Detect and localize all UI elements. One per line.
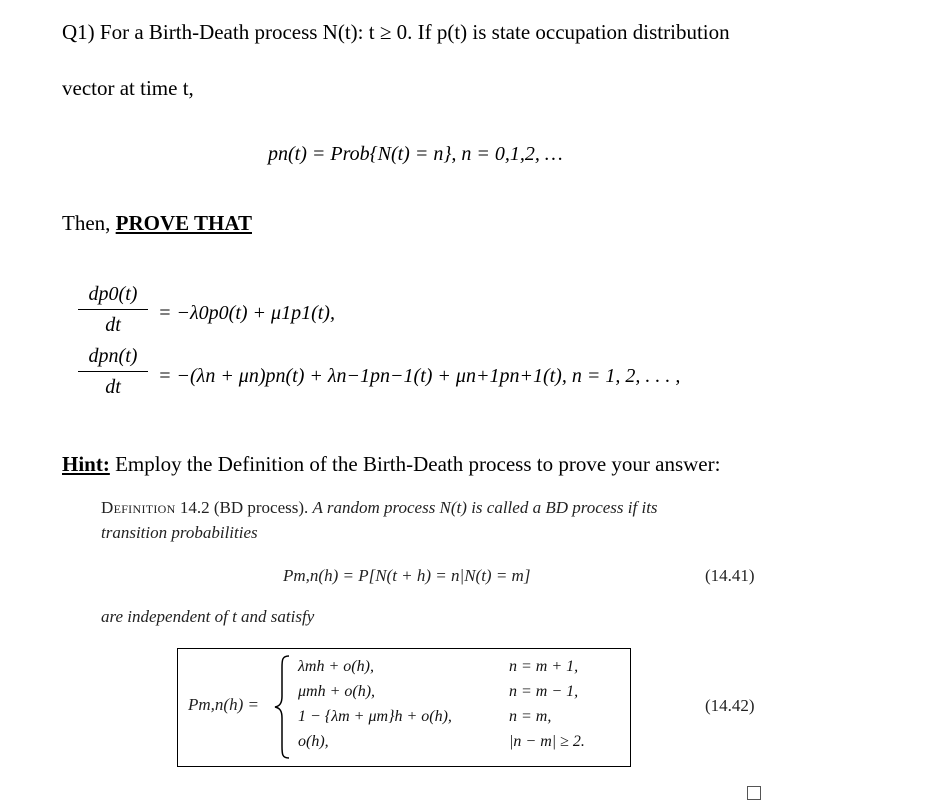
- hint-label: Hint:: [62, 452, 110, 476]
- definition-line-1: [101, 498, 658, 518]
- question-line-1: Q1) For a Birth-Death process N(t): t ≥ 0. If p(t) is state occupation distribution: [62, 20, 730, 44]
- eq1-right-hand-side: = −λ0p0(t) + μ1p1(t),: [158, 302, 335, 324]
- case-4-expression: o(h),: [298, 733, 329, 750]
- case-3-expression: 1 − {λm + μm}h + o(h),: [298, 708, 452, 725]
- definition-line-3: are independent of t and satisfy: [101, 607, 315, 626]
- transition-probability-equation: Pm,n(h) = P[N(t + h) = n|N(t) = m]: [283, 566, 531, 585]
- eq2-derivative-fraction: [78, 345, 148, 399]
- eq2-fraction-bar: [78, 371, 148, 372]
- case-1-expression: λmh + o(h),: [298, 658, 374, 675]
- eq2-right-hand-side: = −(λn + μn)pn(t) + λn−1pn−1(t) + μn+1pn+1(t), n = 1, 2, . . . ,: [158, 365, 681, 387]
- case-3-condition: n = m,: [509, 708, 552, 725]
- state-probability-equation: pn(t) = Prob{N(t) = n}, n = 0,1,2, …: [268, 143, 563, 165]
- case-2-condition: n = m − 1,: [509, 683, 579, 700]
- eq1-denominator: dt: [105, 314, 121, 337]
- then-line: [62, 211, 252, 236]
- eq2-numerator: dpn(t): [88, 345, 138, 367]
- definition-head: Definition: [101, 498, 176, 517]
- definition-line-2: transition probabilities: [101, 523, 258, 542]
- cases-lhs: Pm,n(h) =: [188, 695, 259, 714]
- case-1-condition: n = m + 1,: [509, 658, 579, 675]
- left-brace-icon: [273, 654, 293, 760]
- prove-that-heading: PROVE THAT: [115, 211, 252, 235]
- then-text: Then,: [62, 211, 111, 235]
- question-line-2: vector at time t,: [62, 76, 194, 100]
- eq1-numerator: dp0(t): [88, 283, 138, 305]
- hint-text: Employ the Definition of the Birth-Death process to prove your answer:: [115, 452, 721, 476]
- case-4-condition: |n − m| ≥ 2.: [509, 733, 585, 750]
- checkbox-icon[interactable]: [747, 786, 761, 800]
- definition-number: 14.2 (BD process).: [179, 498, 309, 517]
- hint-line: [62, 452, 720, 477]
- definition-body-1: A random process N(t) is called a BD process if its: [312, 498, 658, 517]
- eq2-denominator: dt: [105, 376, 121, 399]
- case-2-expression: μmh + o(h),: [298, 683, 376, 700]
- equation-tag-14-42: (14.42): [705, 696, 755, 715]
- eq1-derivative-fraction: [78, 283, 148, 337]
- equation-tag-14-41: (14.41): [705, 566, 755, 585]
- eq1-fraction-bar: [78, 309, 148, 310]
